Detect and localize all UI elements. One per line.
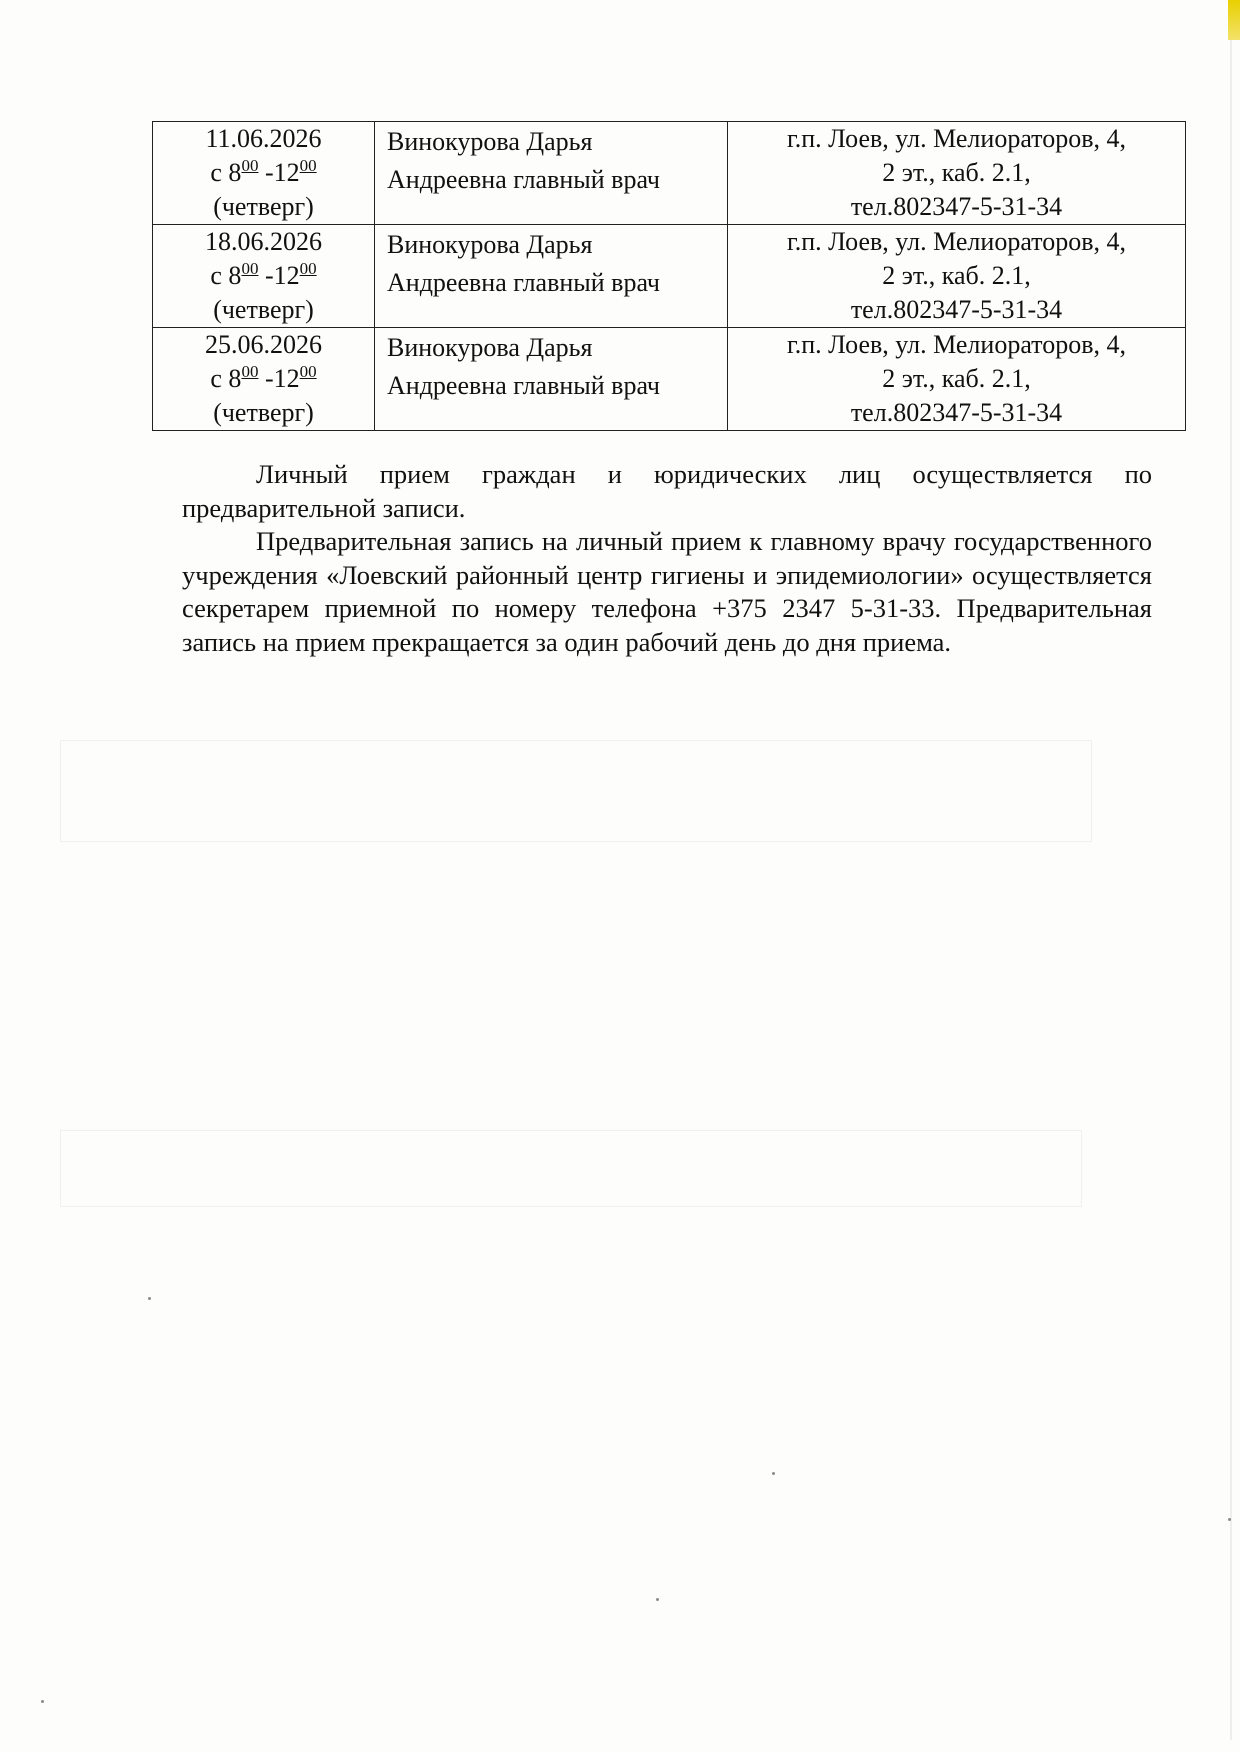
time-prefix: с 8 xyxy=(210,158,242,187)
table-row xyxy=(153,225,1186,328)
time-end-hours: -12 xyxy=(258,158,300,187)
date-cell xyxy=(153,122,375,225)
weekday-text: (четверг) xyxy=(213,192,314,221)
table-row xyxy=(153,122,1186,225)
scan-speck xyxy=(148,1297,151,1300)
paragraph-appointment-rule: Личный прием граждан и юридических лиц осуществляется по предварительной записи. xyxy=(182,459,1152,523)
time-range xyxy=(153,156,374,190)
scan-speck xyxy=(772,1472,775,1475)
phone-line: тел.802347-5-31-34 xyxy=(850,192,1063,221)
official-position: Андреевна главный врач xyxy=(387,371,661,400)
time-prefix: с 8 xyxy=(210,364,242,393)
address-line: г.п. Лоев, ул. Мелиораторов, 4, xyxy=(787,227,1126,256)
time-end-minutes: 00 xyxy=(299,156,317,175)
office-line: 2 эт., каб. 2.1, xyxy=(882,261,1031,290)
paragraph-booking-info: Предварительная запись на личный прием к главному врачу государственного учреждения «Лоевский районный центр гигиены и эпидемиологии» осуществляется секретарем приемной по номеру телефона +375 2347 5-31-33. Предварительная запись на прием прекращается за один рабочий день до дня приема. xyxy=(182,526,1152,657)
time-end-minutes: 00 xyxy=(299,362,317,381)
address-cell xyxy=(728,328,1186,431)
office-line: 2 эт., каб. 2.1, xyxy=(882,364,1031,393)
date-cell xyxy=(153,225,375,328)
weekday-text: (четверг) xyxy=(213,398,314,427)
time-start-minutes: 00 xyxy=(241,259,259,278)
time-end-hours: -12 xyxy=(258,261,300,290)
weekday-text: (четверг) xyxy=(213,295,314,324)
time-start-minutes: 00 xyxy=(241,156,259,175)
address-line: г.п. Лоев, ул. Мелиораторов, 4, xyxy=(787,124,1126,153)
scan-speck xyxy=(1228,1518,1231,1521)
scan-right-edge xyxy=(1230,40,1232,1740)
reception-schedule-table xyxy=(152,121,1186,431)
scan-speck xyxy=(656,1598,659,1601)
time-range xyxy=(153,362,374,396)
time-start-minutes: 00 xyxy=(241,362,259,381)
address-line: г.п. Лоев, ул. Мелиораторов, 4, xyxy=(787,330,1126,359)
date-cell xyxy=(153,328,375,431)
office-line: 2 эт., каб. 2.1, xyxy=(882,158,1031,187)
official-cell xyxy=(375,328,728,431)
scan-speck xyxy=(41,1700,44,1703)
bleed-through-mark xyxy=(60,1130,1082,1207)
official-position: Андреевна главный врач xyxy=(387,165,661,194)
date-text: 11.06.2026 xyxy=(205,124,322,153)
bleed-through-mark xyxy=(60,740,1092,842)
date-text: 18.06.2026 xyxy=(205,227,322,256)
official-name: Винокурова Дарья xyxy=(387,127,593,156)
time-end-minutes: 00 xyxy=(299,259,317,278)
official-cell xyxy=(375,122,728,225)
address-cell xyxy=(728,122,1186,225)
date-text: 25.06.2026 xyxy=(205,330,322,359)
official-name: Винокурова Дарья xyxy=(387,333,593,362)
official-cell xyxy=(375,225,728,328)
time-prefix: с 8 xyxy=(210,261,242,290)
phone-line: тел.802347-5-31-34 xyxy=(850,398,1063,427)
phone-line: тел.802347-5-31-34 xyxy=(850,295,1063,324)
official-position: Андреевна главный врач xyxy=(387,268,661,297)
time-end-hours: -12 xyxy=(258,364,300,393)
address-cell xyxy=(728,225,1186,328)
time-range xyxy=(153,259,374,293)
body-text xyxy=(182,458,1152,659)
table-row xyxy=(153,328,1186,431)
scan-edge-mark xyxy=(1228,0,1240,40)
official-name: Винокурова Дарья xyxy=(387,230,593,259)
